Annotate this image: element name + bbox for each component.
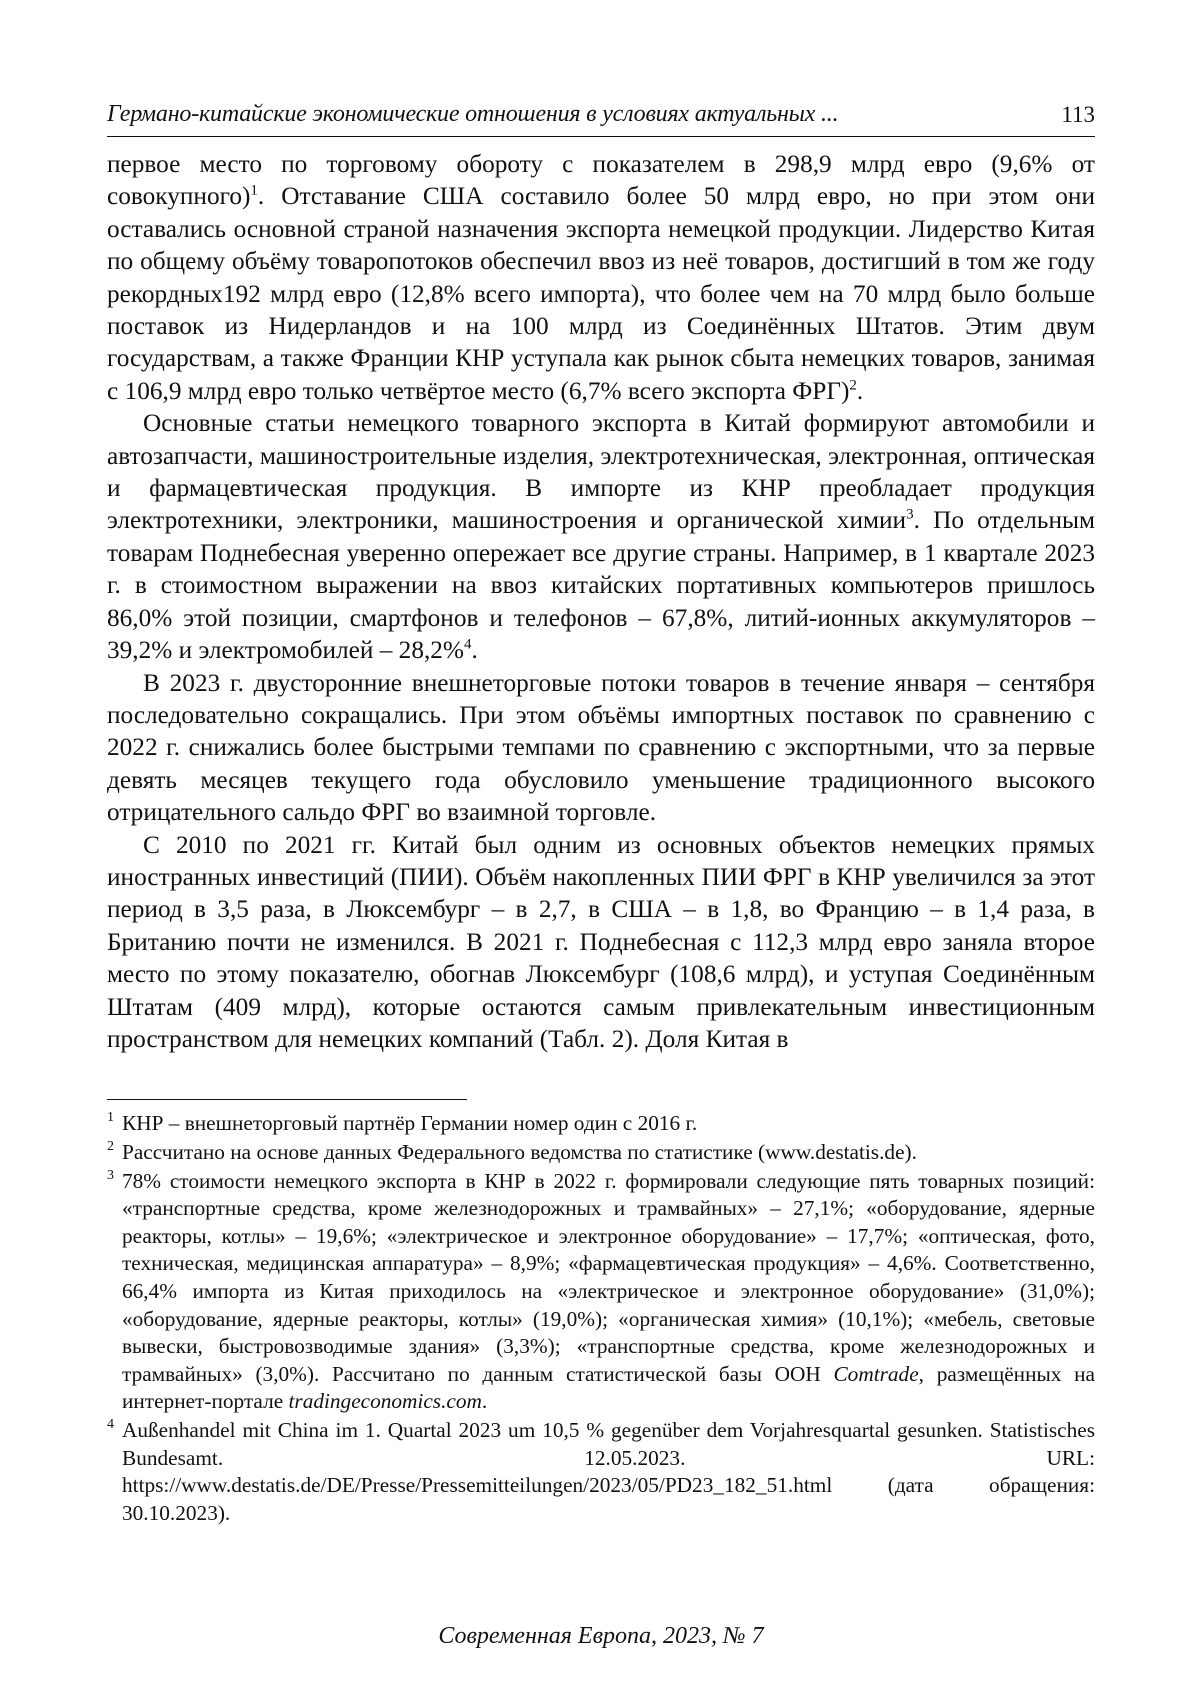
footnote-text: КНР – внешнеторговый партнёр Германии номер один с 2016 г. (122, 1111, 698, 1136)
paragraph-2 (107, 407, 1095, 666)
footnote-text-a: 78% стоимости немецкого экспорта в КНР в 2022 г. формировали следующие пять товарных позиций: «транспортные средства, кроме железнодорожных и трамвайных» – 27,1%; «оборудование, ядерные реакторы, котлы» – 19,6%; «электрическое и электронное оборудование» – 17,7%; «оптическая, фото, техническая, медицинская аппаратура» – 8,9%; «фармацевтическая продукция» – 4,6%. Соответственно, 66,4% импорта из Китая приходилось на «электрическое и электронное оборудование» (31,0%); «оборудование, ядерные реакторы, котлы» (19,0%); «органическая химия» (10,1%); «мебель, световые вывески, быстровозводимые здания» (3,3%); «транспортные средства, кроме железнодорожных и трамвайных» (3,0%). Рассчитано по данным статистической базы ООН (122, 1168, 1095, 1386)
footnote-text-b: , размещённых на интернет-портале (122, 1361, 1095, 1414)
paragraph-2-text-b: . По отдельным товарам Поднебесная уверенно опережает все другие страны. Например, в 1 квартале 2023 г. в стоимостном выражении на ввоз китайских портативных компьютеров пришлось 86,0% этой позиции, смартфонов и телефонов – 67,8%, литий-ионных аккумуляторов – 39,2% и электромобилей – 28,2% (107, 506, 1095, 665)
footnote-text-c: . (481, 1389, 488, 1414)
paragraph-2-text-a: Основные статьи немецкого товарного экспорта в Китай формируют автомобили и автозапчасти, машиностроительные изделия, электротехническая, электронная, оптическая и фармацевтическая продукция. В импорте из КНР преобладает продукция электротехники, электроники, машиностроения и органической химии (107, 409, 1095, 535)
running-title: Германо-китайские экономические отношения в условиях актуальных ... (107, 101, 839, 127)
footnote-divider (107, 1099, 467, 1100)
body-text (107, 148, 1095, 1055)
footnote-ref-2[interactable]: 2 (849, 377, 857, 394)
footnote-2 (107, 1139, 1095, 1167)
footnote-number: 1 (107, 1110, 114, 1126)
footnote-4 (107, 1417, 1095, 1527)
paragraph-1-text-c: . (856, 376, 864, 405)
page (107, 96, 1095, 1666)
footnote-text: Рассчитано на основе данных Федерального ведомства по статистике (www.destatis.de). (122, 1139, 917, 1164)
footnote-italic-tradingeconomics[interactable]: tradingeconomics.com (288, 1389, 482, 1414)
footnote-1 (107, 1110, 1095, 1138)
paragraph-4: С 2010 по 2021 гг. Китай был одним из основных объектов немецких прямых иностранных инвестиций (ПИИ). Объём накопленных ПИИ ФРГ в КНР увеличился за этот период в 3,5 раза, в Люксембург – в 2,7, в США – в 1,8, во Францию – в 1,4 раза, в Британию почти не изменился. В 2021 г. Поднебесная с 112,3 млрд евро заняла второе место по этому показателю, обогнав Люксембург (108,6 млрд), и уступая Соединённым Штатам (409 млрд), которые остаются самым привлекательным инвестиционным пространством для немецких компаний (Табл. 2). Доля Китая в (107, 830, 1095, 1053)
journal-footer: Современная Европа, 2023, № 7 (438, 1623, 764, 1649)
paragraph-2-text-c: . (471, 636, 478, 665)
footnote-number: 4 (107, 1416, 114, 1432)
footnote-number: 3 (107, 1167, 114, 1183)
paragraph-1-text-a: первое место по торговому обороту с показателем в 298,9 млрд евро (9,6% от совокупного) (107, 150, 1095, 211)
paragraph-3: В 2023 г. двусторонние внешнеторговые потоки товаров в течение января – сентября последовательно сокращались. При этом объёмы импортных поставок по сравнению с 2022 г. снижались более быстрыми темпами по сравнению с экспортными, что за первые девять месяцев текущего года обусловило уменьшение традиционного высокого отрицательного сальдо ФРГ во взаимной торговле. (107, 668, 1095, 827)
footnotes (107, 1110, 1095, 1527)
footnote-number: 2 (107, 1138, 114, 1154)
footnote-text: Außenhandel mit China im 1. Quartal 2023 um 10,5 % gegenüber dem Vorjahresquartal gesunken. Statistisches Bundesamt. 12.05.2023. URL: https://www.destatis.de/DE/Presse/Pressemitteilungen/2023/05/PD23_182_51.html (дата обращения: 30.10.2023). (122, 1417, 1095, 1525)
footnote-ref-4[interactable]: 4 (464, 636, 472, 653)
footnote-ref-3[interactable]: 3 (906, 507, 914, 524)
running-head (107, 96, 1095, 137)
page-number: 113 (1061, 102, 1095, 127)
footnote-italic-comtrade: Comtrade (833, 1361, 919, 1386)
footnote-ref-1[interactable]: 1 (250, 182, 258, 199)
footnote-3 (107, 1168, 1095, 1416)
paragraph-1-text-b: . Отставание США составило более 50 млрд евро, но при этом они оставались основной страной назначения экспорта немецкой продукции. Лидерство Китая по общему объёму товаропотоков обеспечил ввоз из неё товаров, достигший в том же году рекордных192 млрд евро (12,8% всего импорта), что более чем на 70 млрд было больше поставок из Нидерландов и на 100 млрд из Соединённых Штатов. Этим двум государствам, а также Франции КНР уступала как рынок сбыта немецких товаров, занимая с 106,9 млрд евро только четвёртое место (6,7% всего экспорта ФРГ) (107, 182, 1095, 405)
paragraph-1 (107, 148, 1095, 407)
